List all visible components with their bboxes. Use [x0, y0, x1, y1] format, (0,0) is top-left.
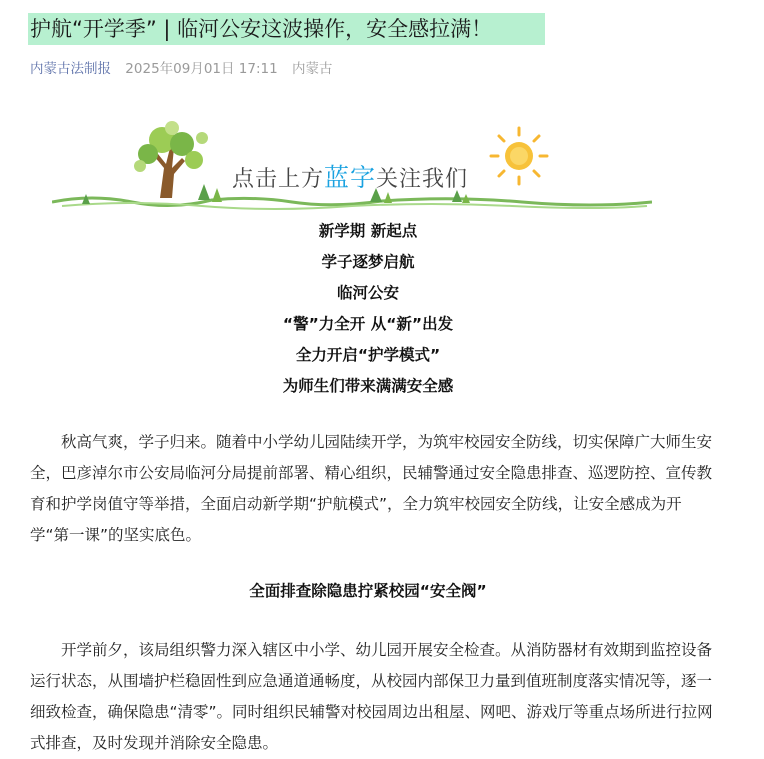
ground-line — [52, 198, 652, 206]
banner-caption — [232, 158, 468, 194]
follow-banner — [52, 118, 652, 218]
article-title: 护航“开学季” | 临河公安这波操作，安全感拉满！ — [30, 17, 493, 41]
headline-line: 新学期 新起点 — [318, 222, 418, 240]
sun-icon — [491, 128, 547, 184]
article-meta — [30, 60, 333, 78]
headline-line: 为师生们带来满满安全感 — [282, 377, 454, 395]
headline-block — [0, 216, 736, 402]
headline-line: 全力开启“护学模式” — [295, 346, 441, 364]
banner-text-before: 点击上方 — [232, 167, 325, 192]
intro-paragraph: 秋高气爽，学子归来。随着中小学幼儿园陆续开学，为筑牢校园安全防线，切实保障广大师生安全，巴彦淖尔市公安局临河分局提前部署、精心组织，民辅警通过安全隐患排查、巡逻防控、宣传教育和护学岗值守等举措，全面启动新学期“护航模式”，全力筑牢校园安全防线，让安全感成为开学“第一课”的坚实底色。 — [30, 433, 713, 544]
region-label: 内蒙古 — [292, 61, 333, 77]
headline-line: 学子逐梦启航 — [321, 253, 415, 271]
section-heading: 全面排查除隐患拧紧校园“安全阀” — [249, 582, 487, 600]
tree-icon — [134, 121, 208, 198]
banner-text-highlight: 蓝字 — [324, 163, 377, 192]
publish-datetime: 2025年09月01日 17:11 — [125, 61, 278, 77]
banner-text-after: 关注我们 — [376, 167, 469, 192]
headline-line: 临河公安 — [336, 284, 399, 302]
source-link[interactable]: 内蒙古法制报 — [30, 61, 111, 77]
section-paragraph: 开学前夕，该局组织警力深入辖区中小学、幼儿园开展安全检查。从消防器材有效期到监控设备运行状态，从围墙护栏稳固性到应急通道通畅度，从校园内部保卫力量到值班制度落实情况等，逐一细致检查，确保隐患“清零”。同时组织民辅警对校园周边出租屋、网吧、游戏厅等重点场所进行拉网式排查，及时发现并消除安全隐患。 — [30, 641, 713, 752]
headline-line: “警”力全开 从“新”出发 — [282, 315, 454, 333]
